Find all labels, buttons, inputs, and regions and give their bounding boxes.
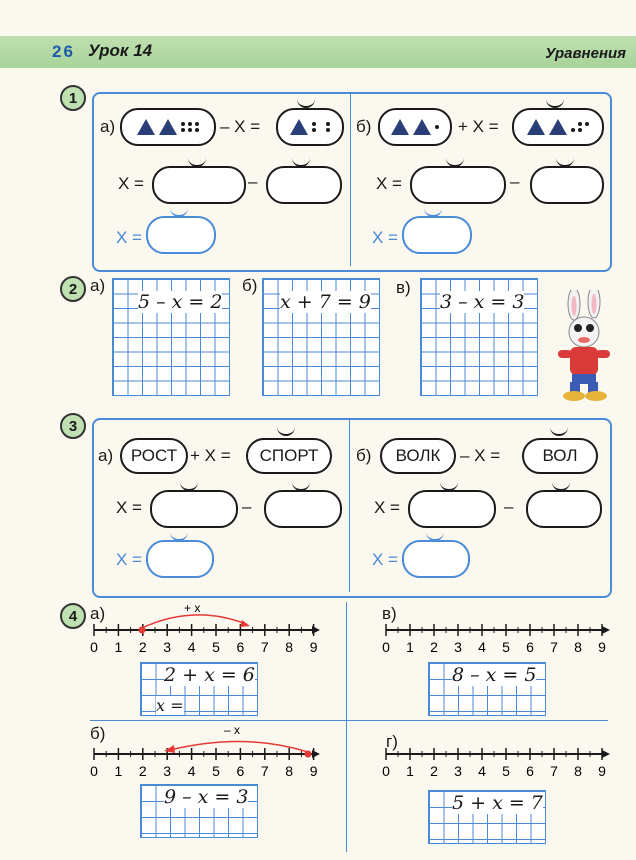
tick-label: 8 [285, 639, 294, 655]
tick-label: 2 [138, 763, 147, 779]
arc-label: – x [224, 723, 241, 737]
task-2b-equation: x + 7 = 9 [280, 291, 371, 313]
task-3-number: 3 [60, 413, 86, 439]
dots-icon [571, 122, 590, 132]
task-1a-shape-card-1 [120, 108, 216, 146]
number-line-axis [94, 626, 320, 634]
tick-label: 5 [502, 763, 510, 779]
tick-label: 0 [90, 639, 98, 655]
task-3b-x-equals: X = [374, 498, 400, 517]
tick-label: 4 [478, 763, 486, 779]
task-4-number: 4 [60, 603, 86, 629]
triangle-icon [527, 119, 545, 135]
task-3b-answer-box[interactable] [526, 490, 602, 528]
tick-label: 6 [236, 763, 245, 779]
task-1a-x-equals: X = [118, 174, 144, 193]
task-2c-equation: 3 – x = 3 [440, 291, 525, 313]
tick-label: 7 [550, 763, 558, 779]
task-1a-operation: – X = [220, 117, 261, 136]
task-1a-x-blue: X = [116, 228, 142, 247]
task-4c-label: в) [382, 604, 397, 623]
task-3a-result-box[interactable] [146, 540, 214, 578]
topic-title: Уравнения [545, 45, 626, 62]
tick-label: 9 [309, 763, 318, 779]
triangle-icon [159, 119, 177, 135]
lesson-title: Урок 14 [88, 41, 153, 60]
dots-icon [181, 122, 200, 132]
task-1b-answer-box[interactable] [530, 166, 604, 204]
task-3b-minus: – [504, 497, 514, 516]
tick-label: 7 [550, 639, 558, 655]
task-1b-x-equals: X = [376, 174, 402, 193]
tick-label: 5 [502, 639, 510, 655]
task-3b-label: б) [356, 446, 372, 465]
task-4d-equation: 5 + x = 7 [452, 792, 543, 814]
triangle-icon [549, 119, 567, 135]
task-3b-word-card-2: ВОЛ [522, 438, 598, 474]
task-1b-shape-card-1 [378, 108, 452, 146]
start-marker [139, 627, 146, 634]
task-3a-word-card-2: СПОРТ [246, 438, 332, 474]
jump-arc [170, 741, 308, 752]
arrow-head-icon [240, 620, 250, 627]
tick-label: 8 [574, 639, 582, 655]
task-2a-label: а) [90, 276, 106, 295]
tick-label: 5 [212, 763, 220, 779]
task-3b-result-box[interactable] [402, 540, 470, 578]
task-2c-label: в) [396, 278, 411, 297]
task-3a-label: а) [98, 446, 114, 465]
tick-label: 4 [187, 639, 196, 655]
task-1b-minus: – [510, 172, 520, 191]
tick-label: 4 [187, 763, 196, 779]
task-3b-operation: – X = [460, 446, 501, 465]
tick-label: 0 [382, 763, 390, 779]
task-3-divider [349, 420, 350, 592]
task-1a-answer-box[interactable] [266, 166, 342, 204]
number-line-axis [94, 750, 320, 758]
tick-label: 8 [574, 763, 582, 779]
dot-icon [435, 125, 439, 129]
task-4b-label: б) [90, 724, 106, 743]
task-3b-x-blue: X = [372, 550, 398, 569]
task-3a-x-blue: X = [116, 550, 142, 569]
task-1b-shape-card-2 [512, 108, 604, 146]
tick-label: 6 [236, 639, 245, 655]
task-3a-operation: + X = [190, 446, 231, 465]
jump-arc [142, 615, 246, 628]
dots-icon [312, 122, 331, 132]
triangle-icon [391, 119, 409, 135]
tick-label: 3 [454, 763, 462, 779]
tick-label: 6 [526, 639, 534, 655]
task-2-number: 2 [60, 276, 86, 302]
task-3a-word-card-1: РОСТ [120, 438, 188, 474]
task-3a-answer-box[interactable] [150, 490, 238, 528]
tick-label: 6 [526, 763, 534, 779]
task-3a-minus: – [242, 497, 252, 516]
task-4a-equation: 2 + x = 6 [164, 664, 255, 686]
task-1b-x-blue: X = [372, 228, 398, 247]
task-1a-shape-card-2 [276, 108, 344, 146]
tick-label: 7 [260, 763, 269, 779]
task-1-number: 1 [60, 85, 86, 111]
tick-label: 1 [406, 639, 414, 655]
tick-label: 3 [163, 763, 172, 779]
page-number: 26 [52, 42, 75, 61]
task-4a-number-line [84, 600, 324, 662]
task-4a-answer-label: x = [156, 696, 184, 715]
task-4c-number-line [378, 600, 618, 662]
tick-label: 7 [260, 639, 269, 655]
tick-label: 5 [212, 639, 220, 655]
task-4a-label: а) [90, 604, 106, 623]
tick-label: 3 [163, 639, 172, 655]
task-3b-word-card-1: ВОЛК [380, 438, 456, 474]
tick-label: 2 [430, 763, 438, 779]
task-1a-answer-box[interactable] [152, 166, 246, 204]
tick-label: 2 [430, 639, 438, 655]
tick-label: 9 [598, 763, 606, 779]
tick-label: 0 [382, 639, 390, 655]
rabbit-mascot-icon [552, 290, 622, 402]
tick-label: 9 [598, 639, 606, 655]
task-4c-equation: 8 – x = 5 [452, 664, 537, 686]
triangle-icon [413, 119, 431, 135]
tick-label: 0 [90, 763, 98, 779]
tick-label: 8 [285, 763, 294, 779]
task-1a-label: а) [100, 117, 116, 136]
task-4b-number-line [84, 720, 324, 782]
task-1a-minus: – [248, 172, 258, 191]
task-1b-result-box[interactable] [402, 216, 472, 254]
task-1b-label: б) [356, 117, 372, 136]
start-marker [305, 751, 312, 758]
task-4-divider-vertical [346, 602, 347, 852]
number-line-axis [386, 750, 610, 758]
task-3a-answer-box[interactable] [264, 490, 342, 528]
tick-label: 1 [114, 763, 123, 779]
task-1b-operation: + X = [458, 117, 499, 136]
tick-label: 1 [406, 763, 414, 779]
task-4b-equation: 9 – x = 3 [164, 786, 249, 808]
arrow-head-icon [164, 745, 175, 753]
task-3a-x-equals: X = [116, 498, 142, 517]
tick-label: 1 [114, 639, 123, 655]
tick-label: 2 [138, 639, 147, 655]
task-1a-result-box[interactable] [146, 216, 216, 254]
task-4d-label: г) [386, 732, 398, 751]
triangle-icon [290, 119, 308, 135]
task-2a-equation: 5 – x = 2 [138, 291, 223, 313]
number-line-axis [386, 626, 610, 634]
task-2b-label: б) [242, 276, 258, 295]
arc-label: + x [184, 601, 201, 615]
triangle-icon [137, 119, 155, 135]
tick-label: 4 [478, 639, 486, 655]
task-1b-answer-box[interactable] [410, 166, 506, 204]
task-1-divider [350, 94, 351, 266]
tick-label: 3 [454, 639, 462, 655]
task-4d-number-line [378, 722, 618, 784]
tick-label: 9 [309, 639, 318, 655]
task-3b-answer-box[interactable] [408, 490, 496, 528]
